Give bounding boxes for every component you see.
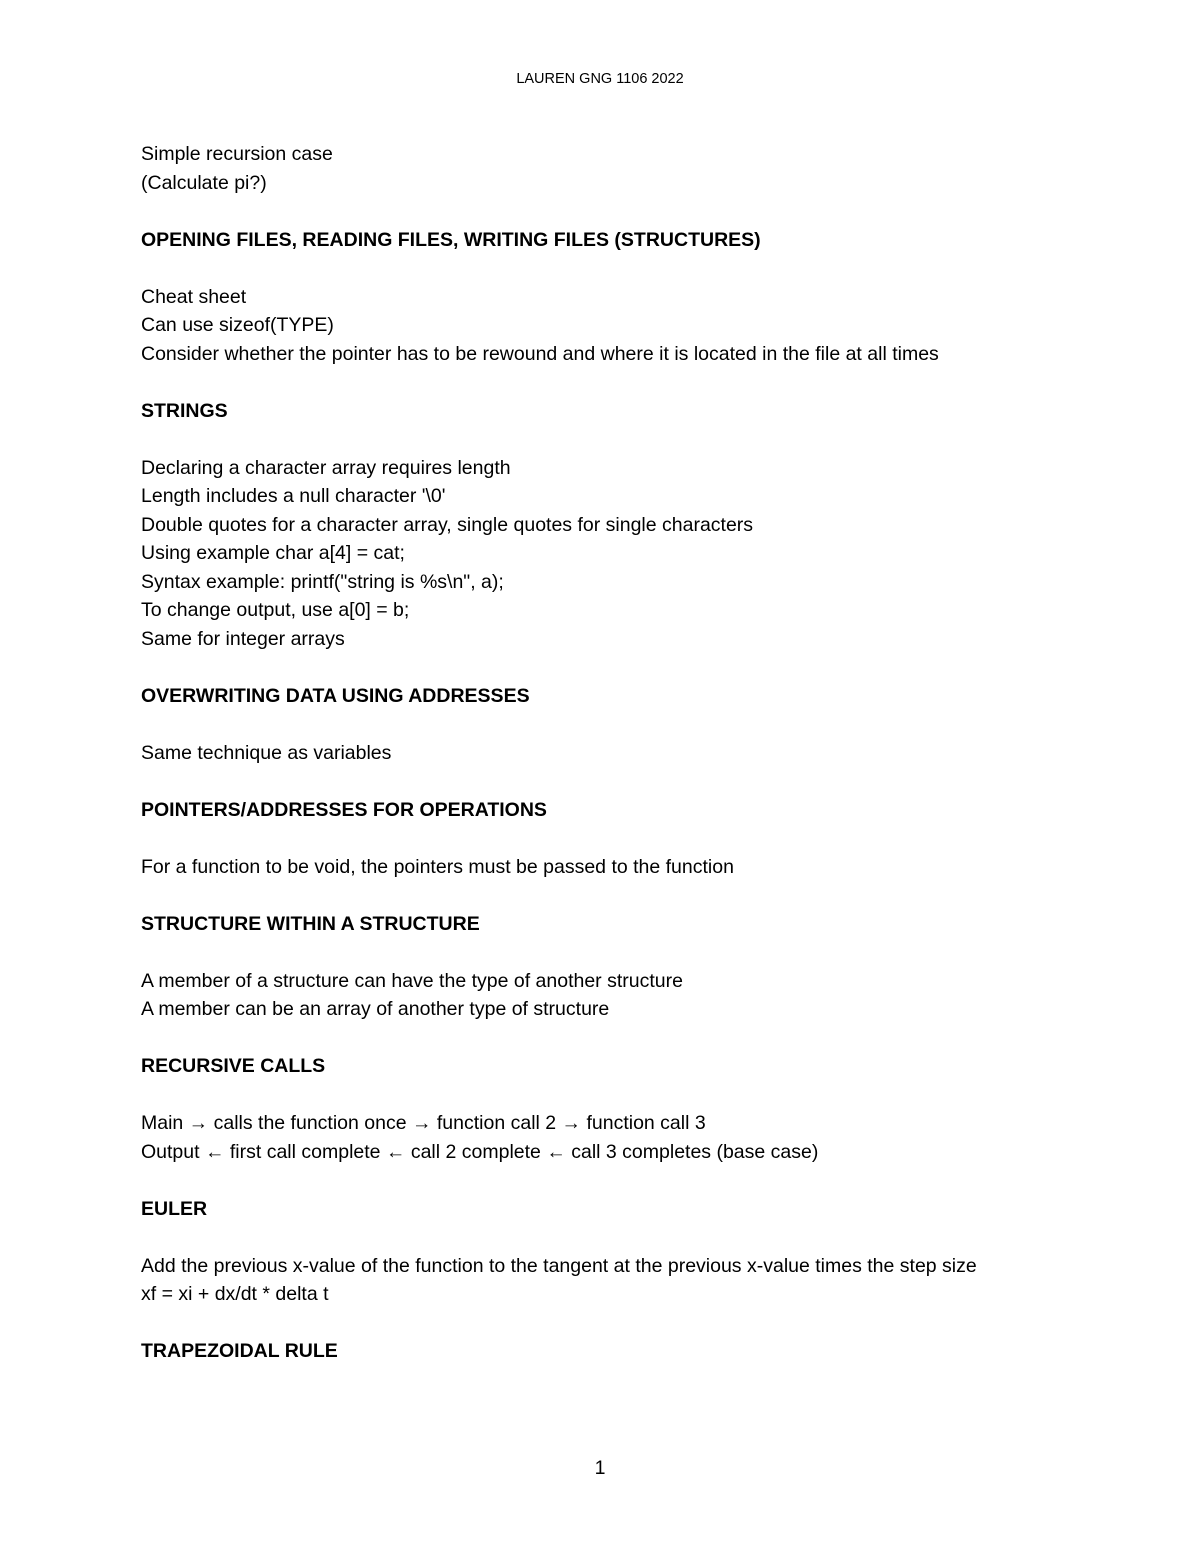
- blank-line: [141, 197, 1041, 226]
- page-header: LAUREN GNG 1106 2022: [516, 71, 684, 87]
- section-heading-overwriting: OVERWRITING DATA USING ADDRESSES: [141, 684, 530, 707]
- document-body: [141, 140, 1041, 1366]
- section-heading-euler: EULER: [141, 1197, 208, 1220]
- text-line: Output ← first call complete ← call 2 complete ← call 3 completes (base case): [141, 1140, 819, 1163]
- section-heading-structure: STRUCTURE WITHIN A STRUCTURE: [141, 912, 480, 935]
- text-line: For a function to be void, the pointers must be passed to the function: [141, 855, 734, 878]
- text-line: To change output, use a[0] = b;: [141, 599, 410, 621]
- text-line: Double quotes for a character array, single quotes for single characters: [141, 513, 754, 536]
- blank-line: [141, 767, 1041, 796]
- section-heading-files: OPENING FILES, READING FILES, WRITING FILES (STRUCTURES): [141, 228, 761, 251]
- blank-line: [141, 653, 1041, 682]
- text-line: Simple recursion case: [141, 143, 333, 165]
- blank-line: [141, 1223, 1041, 1252]
- blank-line: [141, 824, 1041, 853]
- blank-line: [141, 881, 1041, 910]
- blank-line: [141, 254, 1041, 283]
- text-line: xf = xi + dx/dt * delta t: [141, 1283, 329, 1305]
- section-heading-recursive: RECURSIVE CALLS: [141, 1055, 326, 1077]
- text-line: Using example char a[4] = cat;: [141, 542, 405, 564]
- text-line: Length includes a null character '\0': [141, 485, 446, 507]
- blank-line: [141, 710, 1041, 739]
- text-line: Syntax example: printf("string is %s\n", a);: [141, 570, 504, 593]
- page-number: 1: [594, 1457, 606, 1479]
- blank-line: [141, 368, 1041, 397]
- text-line: (Calculate pi?): [141, 171, 267, 194]
- blank-line: [141, 938, 1041, 967]
- blank-line: [141, 1309, 1041, 1338]
- section-heading-trapezoidal: TRAPEZOIDAL RULE: [141, 1340, 338, 1362]
- text-line: Same technique as variables: [141, 741, 392, 764]
- text-line: Main → calls the function once → function call 2 → function call 3: [141, 1112, 706, 1134]
- blank-line: [141, 425, 1041, 454]
- blank-line: [141, 1166, 1041, 1195]
- blank-line: [141, 1081, 1041, 1110]
- section-heading-strings: STRINGS: [141, 399, 228, 422]
- text-line: Same for integer arrays: [141, 627, 345, 650]
- text-line: A member of a structure can have the type of another structure: [141, 969, 683, 992]
- blank-line: [141, 1024, 1041, 1053]
- section-heading-pointers: POINTERS/ADDRESSES FOR OPERATIONS: [141, 798, 547, 821]
- text-line: Add the previous x-value of the function to the tangent at the previous x-value times the step size: [141, 1254, 977, 1277]
- text-line: Declaring a character array requires length: [141, 456, 511, 479]
- text-line: Cheat sheet: [141, 285, 247, 308]
- text-line: Consider whether the pointer has to be rewound and where it is located in the file at all times: [141, 342, 939, 365]
- text-line: Can use sizeof(TYPE): [141, 314, 334, 336]
- text-line: A member can be an array of another type of structure: [141, 998, 610, 1020]
